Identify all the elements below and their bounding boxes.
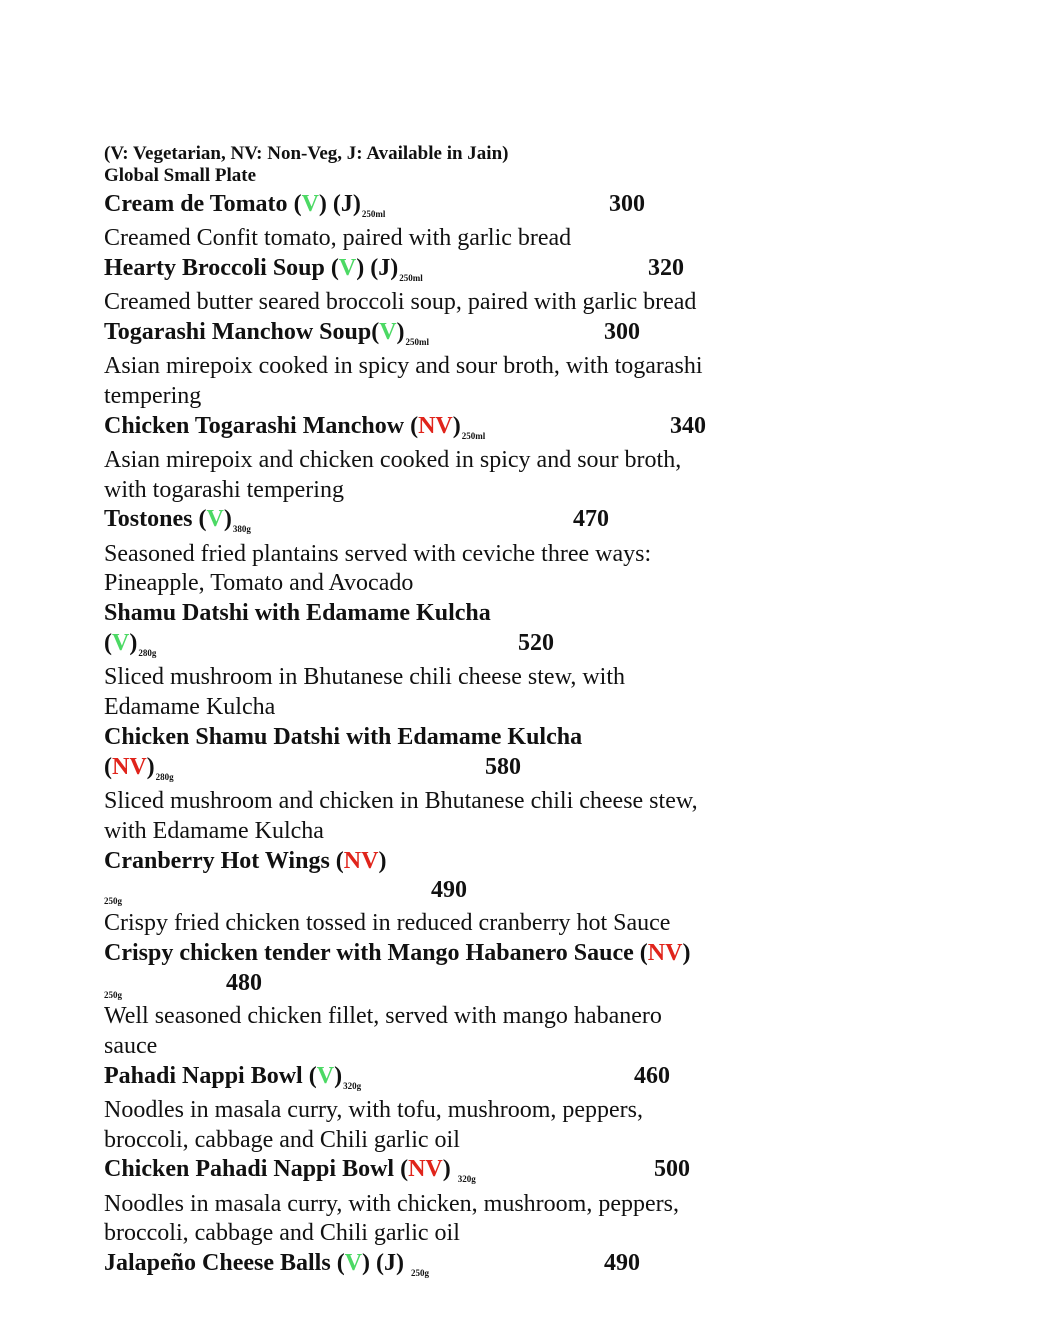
menu-item-description: Asian mirepoix cooked in spicy and sour broth, with togarashi (104, 353, 703, 379)
quantity: 320g (343, 1081, 362, 1091)
menu-item-description: Seasoned fried plantains served with ceviche three ways: (104, 541, 652, 567)
menu-item-name: Chicken Togarashi Manchow $(NV)_{250ml}$ (104, 413, 486, 441)
price: 470 (573, 506, 609, 532)
quantity: 250ml (461, 431, 486, 441)
menu-item-description: sauce (104, 1033, 158, 1059)
nonveg-tag: NV (112, 754, 147, 780)
menu-item-description: Asian mirepoix and chicken cooked in spicy and sour broth, (104, 447, 682, 473)
menu-item-description: tempering (104, 383, 202, 409)
veg-tag: V (338, 255, 357, 281)
veg-tag: V (344, 1250, 363, 1276)
jain-tag: J (340, 191, 353, 217)
menu-item-description: Edamame Kulcha (104, 694, 276, 720)
menu-item-description: Noodles in masala curry, with chicken, mushroom, peppers, (104, 1191, 679, 1217)
menu-item-description: Crispy fried chicken tossed in reduced cranberry hot Sauce (104, 910, 671, 936)
quantity: 250ml (361, 209, 386, 219)
menu-item-name: Tostones $(V)_{380g}$ (104, 506, 251, 534)
menu-item-description: broccoli, cabbage and Chili garlic oil (104, 1220, 460, 1246)
quantity: 250g (411, 1268, 430, 1278)
price: 480 (226, 970, 262, 996)
menu-item-name: Crispy chicken tender with Mango Habanero Sauce (NV) (104, 940, 691, 966)
jain-tag: J (378, 255, 391, 281)
menu-item-tags: $(NV)_{280g}$ (104, 754, 174, 782)
menu-item-name: Shamu Datshi with Edamame Kulcha (104, 600, 491, 626)
price: 320 (648, 255, 684, 281)
nonveg-tag: NV (647, 940, 683, 966)
veg-tag: V (206, 506, 224, 532)
menu-item-description: broccoli, cabbage and Chili garlic oil (104, 1127, 460, 1153)
menu-item-name: Togarashi Manchow $Soup(V)_{250ml}$ (104, 319, 430, 347)
price: 520 (518, 630, 554, 656)
jain-tag: J (384, 1250, 397, 1276)
price: 300 (604, 319, 640, 345)
menu-item-description: Creamed Confit tomato, paired with garlic bread (104, 225, 572, 251)
menu-item-name: Chicken Pahadi Nappi Bowl (NV) $_{320g}$ (104, 1156, 476, 1184)
quantity: 380g (232, 524, 251, 534)
quantity: 320g (457, 1174, 476, 1184)
menu-item-name: Pahadi Nappi Bowl $(V)_{320g}$ (104, 1063, 362, 1091)
nonveg-tag: NV (418, 413, 453, 439)
menu-item-description: with Edamame Kulcha (104, 818, 324, 844)
veg-tag: V (379, 319, 397, 345)
price: 490 (604, 1250, 640, 1276)
menu-item-name: Chicken Shamu Datshi with Edamame Kulcha (104, 724, 583, 750)
price: 490 (431, 877, 467, 903)
nonveg-tag: NV (408, 1156, 443, 1182)
price: 460 (634, 1063, 670, 1089)
quantity: 250ml (405, 337, 430, 347)
price: 580 (485, 754, 521, 780)
price: 300 (609, 191, 645, 217)
menu-item-description: with togarashi tempering (104, 477, 344, 503)
veg-tag: V (112, 630, 130, 656)
menu-item-name: Hearty Broccoli Soup (V) $(J)_{250ml}$ (104, 255, 423, 283)
menu-item-tags: $(V)_{280g}$ (104, 630, 157, 658)
quantity: 280g (138, 648, 157, 658)
veg-tag: V (316, 1063, 335, 1089)
menu-item-description: Creamed butter seared broccoli soup, paired with garlic bread (104, 289, 697, 315)
menu-item-description: Sliced mushroom and chicken in Bhutanese chili cheese stew, (104, 788, 698, 814)
quantity: 250g (104, 990, 122, 1000)
menu-item-description: Noodles in masala curry, with tofu, mushroom, peppers, (104, 1097, 644, 1123)
price: 340 (670, 413, 706, 439)
menu-item-name: Cranberry Hot Wings (NV) (104, 848, 387, 874)
dietary-legend: (V: Vegetarian, NV: Non-Veg, J: Available in Jain) (104, 143, 509, 164)
quantity: 250ml (399, 273, 423, 283)
menu-item-description: Sliced mushroom in Bhutanese chili cheese stew, with (104, 664, 626, 690)
menu-item-description: Well seasoned chicken fillet, served with mango habanero (104, 1003, 662, 1029)
menu-item-description: Pineapple, Tomato and Avocado (104, 570, 414, 596)
section-title: Global Small Plate (104, 165, 256, 186)
menu-item-name: Cream de Tomato (V) $(J)_{250ml}$ (104, 191, 386, 219)
veg-tag: V (301, 191, 319, 217)
nonveg-tag: NV (343, 848, 379, 874)
menu-item-name: Jalapeño Cheese Balls (V) (J) $_{250g}$ (104, 1250, 430, 1278)
quantity: 280g (155, 772, 174, 782)
price: 500 (654, 1156, 690, 1182)
quantity: 250g (104, 896, 122, 906)
